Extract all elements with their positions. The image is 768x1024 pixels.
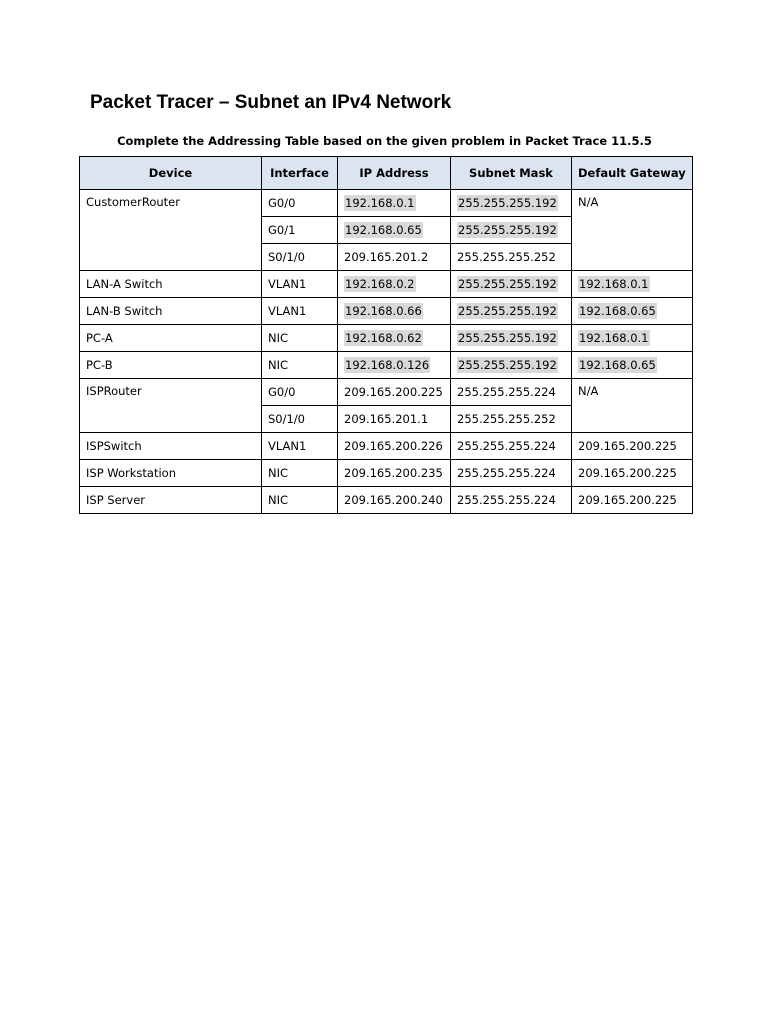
interface-cell: S0/1/0	[262, 406, 338, 433]
table-row	[80, 325, 693, 352]
gateway-cell	[572, 352, 693, 379]
subnet-mask-cell	[451, 298, 572, 325]
ip-address-value: 192.168.0.65	[345, 223, 422, 237]
table-row	[80, 487, 693, 514]
device-cell: CustomerRouter	[80, 190, 262, 271]
table-row	[80, 433, 693, 460]
subnet-mask-cell: 255.255.255.224	[451, 379, 572, 406]
header-ip-address: IP Address	[338, 157, 451, 190]
gateway-cell: 209.165.200.225	[572, 433, 693, 460]
header-subnet-mask: Subnet Mask	[451, 157, 572, 190]
table-row	[80, 298, 693, 325]
device-cell: ISP Server	[80, 487, 262, 514]
subnet-mask-cell: 255.255.255.252	[451, 406, 572, 433]
table-row	[80, 352, 693, 379]
table-caption: Complete the Addressing Table based on the given problem in Packet Trace 11.5.5	[117, 134, 652, 148]
interface-cell: VLAN1	[262, 433, 338, 460]
ip-address-cell: 209.165.200.225	[338, 379, 451, 406]
subnet-mask-cell	[451, 325, 572, 352]
gateway-value: 192.168.0.65	[579, 304, 656, 318]
ip-address-value: 192.168.0.2	[345, 277, 415, 291]
ip-address-value: 192.168.0.126	[345, 358, 430, 372]
interface-cell: G0/0	[262, 190, 338, 217]
subnet-mask-value: 255.255.255.192	[458, 196, 557, 210]
page-title: Packet Tracer – Subnet an IPv4 Network	[90, 92, 452, 113]
interface-cell: G0/0	[262, 379, 338, 406]
gateway-value: 192.168.0.1	[579, 277, 649, 291]
ip-address-value: 192.168.0.1	[345, 196, 415, 210]
subnet-mask-value: 255.255.255.192	[458, 358, 557, 372]
subnet-mask-cell	[451, 217, 572, 244]
subnet-mask-value: 255.255.255.192	[458, 331, 557, 345]
ip-address-cell	[338, 217, 451, 244]
addressing-table	[79, 156, 693, 514]
subnet-mask-cell: 255.255.255.224	[451, 433, 572, 460]
header-interface: Interface	[262, 157, 338, 190]
ip-address-value: 192.168.0.66	[345, 304, 422, 318]
header-default-gateway: Default Gateway	[572, 157, 693, 190]
gateway-value: 192.168.0.1	[579, 331, 649, 345]
ip-address-cell	[338, 325, 451, 352]
subnet-mask-value: 255.255.255.192	[458, 223, 557, 237]
gateway-cell: N/A	[572, 379, 693, 433]
table-row	[80, 190, 693, 217]
subnet-mask-cell	[451, 190, 572, 217]
table-row	[80, 271, 693, 298]
device-cell: PC-A	[80, 325, 262, 352]
device-cell: LAN-B Switch	[80, 298, 262, 325]
table-header-row	[80, 157, 693, 190]
gateway-cell: N/A	[572, 190, 693, 271]
table-row	[80, 460, 693, 487]
device-cell: PC-B	[80, 352, 262, 379]
ip-address-cell: 209.165.200.235	[338, 460, 451, 487]
interface-cell: VLAN1	[262, 271, 338, 298]
device-cell: ISP Workstation	[80, 460, 262, 487]
ip-address-cell	[338, 271, 451, 298]
device-cell: LAN-A Switch	[80, 271, 262, 298]
interface-cell: G0/1	[262, 217, 338, 244]
ip-address-cell	[338, 298, 451, 325]
ip-address-cell	[338, 190, 451, 217]
subnet-mask-cell: 255.255.255.224	[451, 460, 572, 487]
subnet-mask-cell: 255.255.255.252	[451, 244, 572, 271]
interface-cell: NIC	[262, 460, 338, 487]
interface-cell: NIC	[262, 352, 338, 379]
table-row	[80, 379, 693, 406]
gateway-cell	[572, 298, 693, 325]
gateway-cell: 209.165.200.225	[572, 487, 693, 514]
ip-address-cell: 209.165.200.240	[338, 487, 451, 514]
device-cell: ISPSwitch	[80, 433, 262, 460]
interface-cell: NIC	[262, 487, 338, 514]
subnet-mask-cell	[451, 352, 572, 379]
subnet-mask-cell: 255.255.255.224	[451, 487, 572, 514]
device-cell: ISPRouter	[80, 379, 262, 433]
interface-cell: S0/1/0	[262, 244, 338, 271]
subnet-mask-cell	[451, 271, 572, 298]
gateway-cell	[572, 271, 693, 298]
ip-address-cell: 209.165.201.2	[338, 244, 451, 271]
ip-address-cell: 209.165.200.226	[338, 433, 451, 460]
gateway-value: 192.168.0.65	[579, 358, 656, 372]
ip-address-cell	[338, 352, 451, 379]
header-device: Device	[80, 157, 262, 190]
subnet-mask-value: 255.255.255.192	[458, 304, 557, 318]
interface-cell: VLAN1	[262, 298, 338, 325]
ip-address-cell: 209.165.201.1	[338, 406, 451, 433]
gateway-cell: 209.165.200.225	[572, 460, 693, 487]
interface-cell: NIC	[262, 325, 338, 352]
ip-address-value: 192.168.0.62	[345, 331, 422, 345]
gateway-cell	[572, 325, 693, 352]
subnet-mask-value: 255.255.255.192	[458, 277, 557, 291]
